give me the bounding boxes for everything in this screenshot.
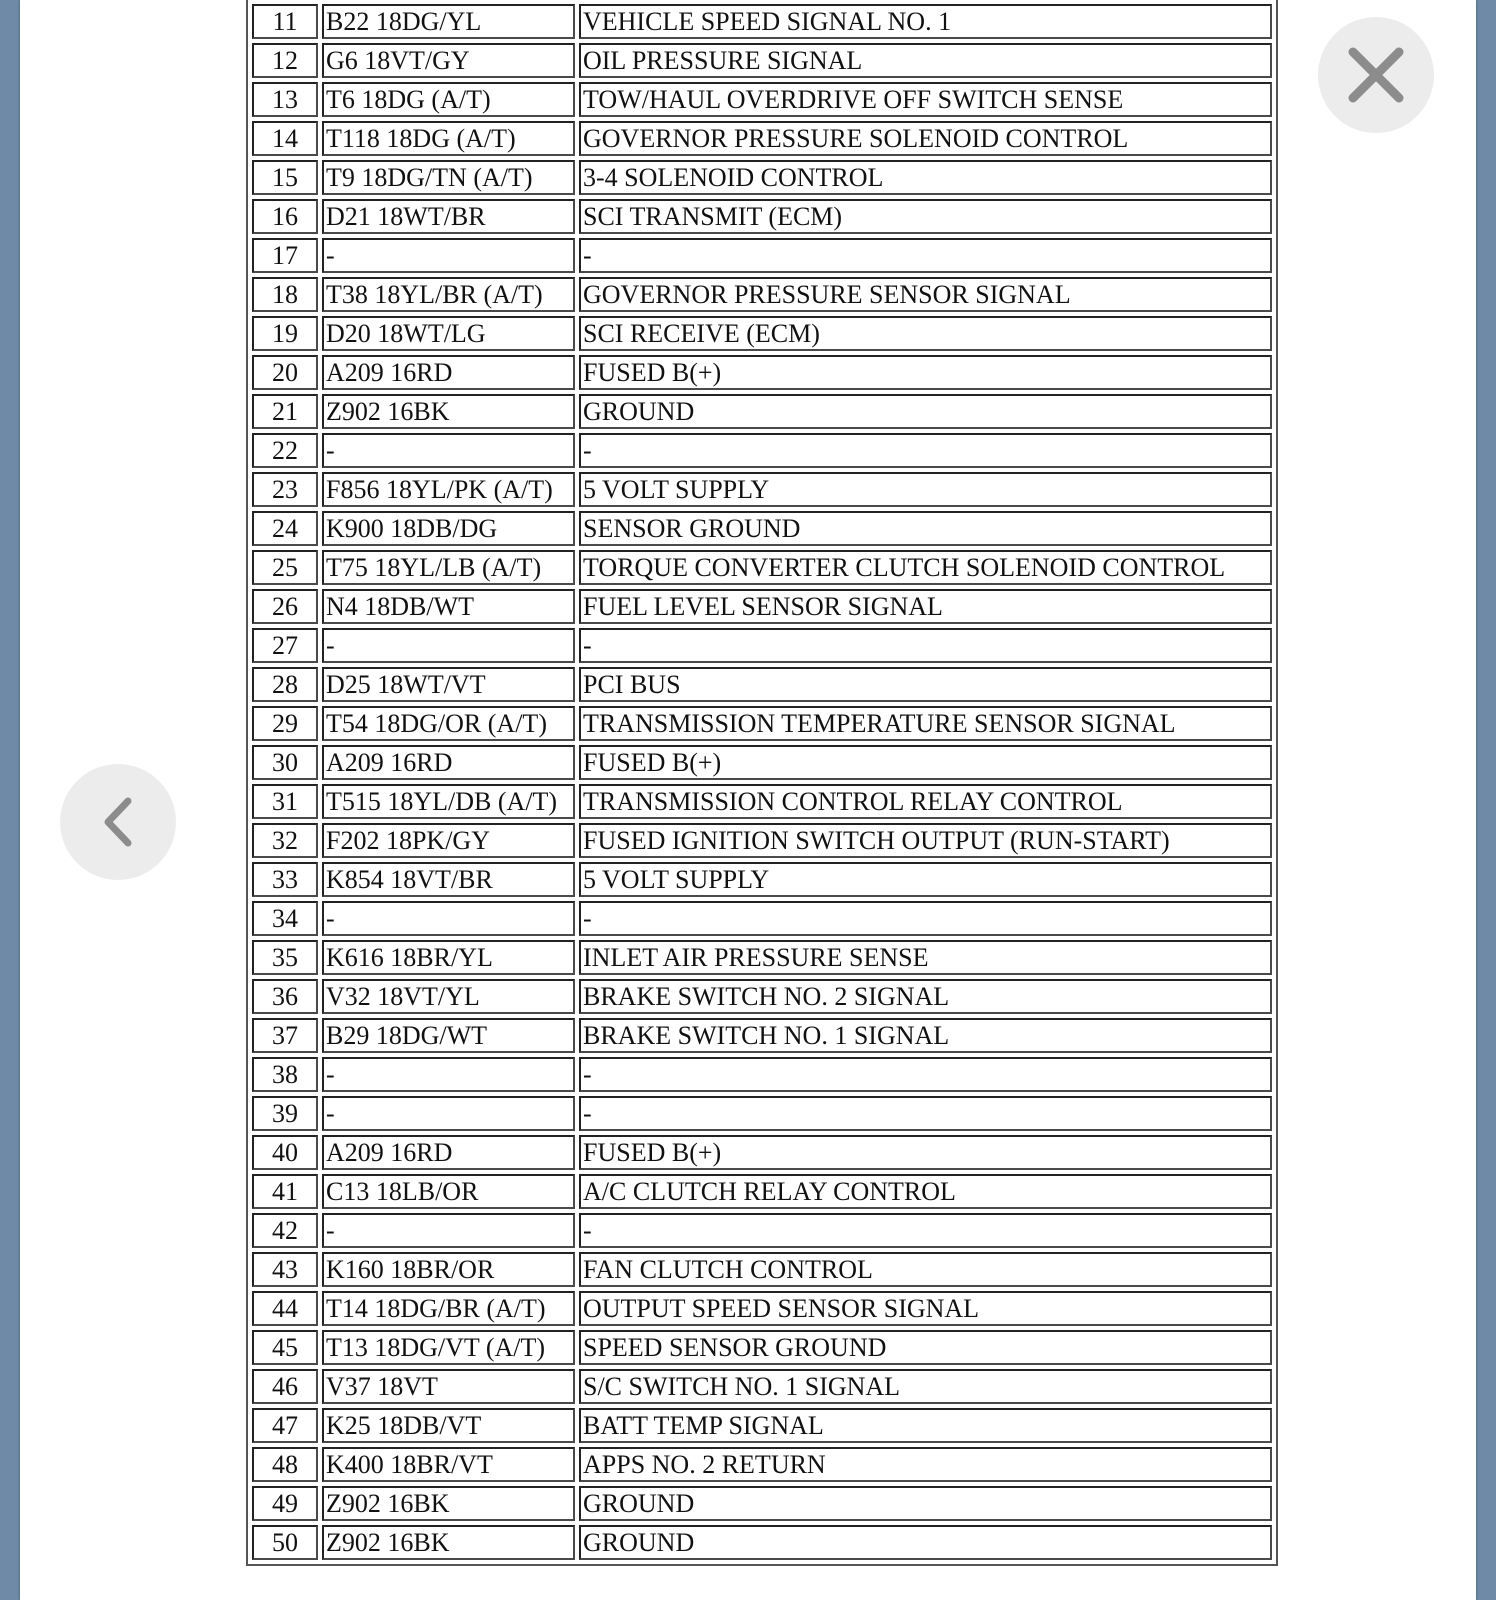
wire-cell: F856 18YL/PK (A/T) — [322, 472, 575, 507]
function-cell: SENSOR GROUND — [579, 511, 1272, 546]
function-cell: APPS NO. 2 RETURN — [579, 1447, 1272, 1482]
wire-cell: D25 18WT/VT — [322, 667, 575, 702]
cavity-cell: 20 — [252, 355, 318, 390]
cavity-cell: 42 — [252, 1213, 318, 1248]
table-row — [252, 394, 1272, 429]
wire-cell: T515 18YL/DB (A/T) — [322, 784, 575, 819]
function-cell: FUSED B(+) — [579, 355, 1272, 390]
function-cell: OUTPUT SPEED SENSOR SIGNAL — [579, 1291, 1272, 1326]
cavity-cell: 46 — [252, 1369, 318, 1404]
wire-cell: D20 18WT/LG — [322, 316, 575, 351]
table-row — [252, 160, 1272, 195]
function-cell: INLET AIR PRESSURE SENSE — [579, 940, 1272, 975]
function-cell: - — [579, 1213, 1272, 1248]
cavity-cell: 13 — [252, 82, 318, 117]
cavity-cell: 36 — [252, 979, 318, 1014]
function-cell: FUSED B(+) — [579, 1135, 1272, 1170]
wire-cell: B22 18DG/YL — [322, 4, 575, 39]
function-cell: BRAKE SWITCH NO. 1 SIGNAL — [579, 1018, 1272, 1053]
table-row — [252, 628, 1272, 663]
cavity-cell: 50 — [252, 1525, 318, 1560]
function-cell: SCI RECEIVE (ECM) — [579, 316, 1272, 351]
wire-cell: T54 18DG/OR (A/T) — [322, 706, 575, 741]
table-row — [252, 121, 1272, 156]
function-cell: FUEL LEVEL SENSOR SIGNAL — [579, 589, 1272, 624]
function-cell: FAN CLUTCH CONTROL — [579, 1252, 1272, 1287]
table-row — [252, 1447, 1272, 1482]
cavity-cell: 18 — [252, 277, 318, 312]
table-row — [252, 277, 1272, 312]
table-row — [252, 667, 1272, 702]
wire-cell: - — [322, 628, 575, 663]
wire-cell: - — [322, 1213, 575, 1248]
function-cell: A/C CLUTCH RELAY CONTROL — [579, 1174, 1272, 1209]
wire-cell: A209 16RD — [322, 1135, 575, 1170]
table-row — [252, 1291, 1272, 1326]
table-row — [252, 706, 1272, 741]
table-row — [252, 472, 1272, 507]
cavity-cell: 17 — [252, 238, 318, 273]
function-cell: BRAKE SWITCH NO. 2 SIGNAL — [579, 979, 1272, 1014]
cavity-cell: 41 — [252, 1174, 318, 1209]
wire-cell: Z902 16BK — [322, 394, 575, 429]
cavity-cell: 40 — [252, 1135, 318, 1170]
function-cell: 5 VOLT SUPPLY — [579, 472, 1272, 507]
table-row — [252, 979, 1272, 1014]
image-viewer-frame — [20, 0, 1476, 1600]
wire-cell: K616 18BR/YL — [322, 940, 575, 975]
function-cell: FUSED IGNITION SWITCH OUTPUT (RUN-START) — [579, 823, 1272, 858]
function-cell: GOVERNOR PRESSURE SOLENOID CONTROL — [579, 121, 1272, 156]
function-cell: - — [579, 1057, 1272, 1092]
wire-cell: - — [322, 433, 575, 468]
function-cell: SCI TRANSMIT (ECM) — [579, 199, 1272, 234]
function-cell: TORQUE CONVERTER CLUTCH SOLENOID CONTROL — [579, 550, 1272, 585]
wire-cell: K400 18BR/VT — [322, 1447, 575, 1482]
table-row — [252, 862, 1272, 897]
cavity-cell: 26 — [252, 589, 318, 624]
cavity-cell: 48 — [252, 1447, 318, 1482]
cavity-cell: 35 — [252, 940, 318, 975]
cavity-cell: 23 — [252, 472, 318, 507]
close-button[interactable] — [1318, 17, 1434, 133]
table-row — [252, 511, 1272, 546]
function-cell: PCI BUS — [579, 667, 1272, 702]
function-cell: OIL PRESSURE SIGNAL — [579, 43, 1272, 78]
function-cell: 5 VOLT SUPPLY — [579, 862, 1272, 897]
function-cell: - — [579, 433, 1272, 468]
table-row — [252, 433, 1272, 468]
wire-cell: T14 18DG/BR (A/T) — [322, 1291, 575, 1326]
cavity-cell: 37 — [252, 1018, 318, 1053]
previous-image-button[interactable] — [60, 764, 176, 880]
wire-cell: N4 18DB/WT — [322, 589, 575, 624]
cavity-cell: 16 — [252, 199, 318, 234]
cavity-cell: 30 — [252, 745, 318, 780]
function-cell: - — [579, 1096, 1272, 1131]
wire-cell: T38 18YL/BR (A/T) — [322, 277, 575, 312]
table-row — [252, 1408, 1272, 1443]
wire-cell: - — [322, 238, 575, 273]
wire-cell: A209 16RD — [322, 355, 575, 390]
wire-cell: Z902 16BK — [322, 1525, 575, 1560]
table-row — [252, 784, 1272, 819]
wire-cell: C13 18LB/OR — [322, 1174, 575, 1209]
cavity-cell: 33 — [252, 862, 318, 897]
wire-cell: K900 18DB/DG — [322, 511, 575, 546]
table-row — [252, 1486, 1272, 1521]
function-cell: S/C SWITCH NO. 1 SIGNAL — [579, 1369, 1272, 1404]
wire-cell: D21 18WT/BR — [322, 199, 575, 234]
wire-cell: K25 18DB/VT — [322, 1408, 575, 1443]
wire-cell: A209 16RD — [322, 745, 575, 780]
cavity-cell: 24 — [252, 511, 318, 546]
table-row — [252, 1213, 1272, 1248]
cavity-cell: 28 — [252, 667, 318, 702]
wire-cell: V32 18VT/YL — [322, 979, 575, 1014]
table-row — [252, 1135, 1272, 1170]
table-row — [252, 316, 1272, 351]
table-row — [252, 238, 1272, 273]
wire-cell: K160 18BR/OR — [322, 1252, 575, 1287]
cavity-cell: 15 — [252, 160, 318, 195]
table-row — [252, 901, 1272, 936]
cavity-cell: 14 — [252, 121, 318, 156]
table-row — [252, 1525, 1272, 1560]
wire-cell: G6 18VT/GY — [322, 43, 575, 78]
function-cell: - — [579, 901, 1272, 936]
table-row — [252, 823, 1272, 858]
function-cell: GROUND — [579, 394, 1272, 429]
cavity-cell: 31 — [252, 784, 318, 819]
table-row — [252, 1369, 1272, 1404]
function-cell: GOVERNOR PRESSURE SENSOR SIGNAL — [579, 277, 1272, 312]
table-row — [252, 1330, 1272, 1365]
wire-cell: F202 18PK/GY — [322, 823, 575, 858]
function-cell: GROUND — [579, 1525, 1272, 1560]
table-row — [252, 199, 1272, 234]
wire-cell: T75 18YL/LB (A/T) — [322, 550, 575, 585]
cavity-cell: 47 — [252, 1408, 318, 1443]
cavity-cell: 11 — [252, 4, 318, 39]
function-cell: SPEED SENSOR GROUND — [579, 1330, 1272, 1365]
table-row — [252, 1057, 1272, 1092]
cavity-cell: 38 — [252, 1057, 318, 1092]
wire-cell: B29 18DG/WT — [322, 1018, 575, 1053]
pin-table — [246, 0, 1278, 1566]
table-row — [252, 355, 1272, 390]
wire-cell: Z902 16BK — [322, 1486, 575, 1521]
cavity-cell: 22 — [252, 433, 318, 468]
cavity-cell: 45 — [252, 1330, 318, 1365]
wire-cell: - — [322, 1057, 575, 1092]
cavity-cell: 25 — [252, 550, 318, 585]
wire-cell: K854 18VT/BR — [322, 862, 575, 897]
close-icon — [1347, 46, 1405, 104]
table-row — [252, 745, 1272, 780]
wire-cell: T9 18DG/TN (A/T) — [322, 160, 575, 195]
table-row — [252, 1018, 1272, 1053]
cavity-cell: 21 — [252, 394, 318, 429]
wire-cell: T6 18DG (A/T) — [322, 82, 575, 117]
cavity-cell: 27 — [252, 628, 318, 663]
table-row — [252, 82, 1272, 117]
function-cell: FUSED B(+) — [579, 745, 1272, 780]
cavity-cell: 39 — [252, 1096, 318, 1131]
table-row — [252, 1096, 1272, 1131]
wire-cell: T13 18DG/VT (A/T) — [322, 1330, 575, 1365]
table-row — [252, 940, 1272, 975]
cavity-cell: 34 — [252, 901, 318, 936]
function-cell: BATT TEMP SIGNAL — [579, 1408, 1272, 1443]
cavity-cell: 43 — [252, 1252, 318, 1287]
table-row — [252, 550, 1272, 585]
function-cell: VEHICLE SPEED SIGNAL NO. 1 — [579, 4, 1272, 39]
wire-cell: - — [322, 901, 575, 936]
wire-cell: T118 18DG (A/T) — [322, 121, 575, 156]
wire-cell: - — [322, 1096, 575, 1131]
function-cell: TOW/HAUL OVERDRIVE OFF SWITCH SENSE — [579, 82, 1272, 117]
function-cell: TRANSMISSION TEMPERATURE SENSOR SIGNAL — [579, 706, 1272, 741]
chevron-left-icon — [100, 797, 136, 847]
function-cell: TRANSMISSION CONTROL RELAY CONTROL — [579, 784, 1272, 819]
cavity-cell: 44 — [252, 1291, 318, 1326]
table-row — [252, 4, 1272, 39]
cavity-cell: 49 — [252, 1486, 318, 1521]
wire-cell: V37 18VT — [322, 1369, 575, 1404]
function-cell: - — [579, 238, 1272, 273]
function-cell: GROUND — [579, 1486, 1272, 1521]
cavity-cell: 32 — [252, 823, 318, 858]
cavity-cell: 12 — [252, 43, 318, 78]
pin-table-body — [252, 4, 1272, 1560]
table-row — [252, 589, 1272, 624]
cavity-cell: 29 — [252, 706, 318, 741]
table-row — [252, 1252, 1272, 1287]
function-cell: 3-4 SOLENOID CONTROL — [579, 160, 1272, 195]
function-cell: - — [579, 628, 1272, 663]
cavity-cell: 19 — [252, 316, 318, 351]
table-row — [252, 1174, 1272, 1209]
table-row — [252, 43, 1272, 78]
